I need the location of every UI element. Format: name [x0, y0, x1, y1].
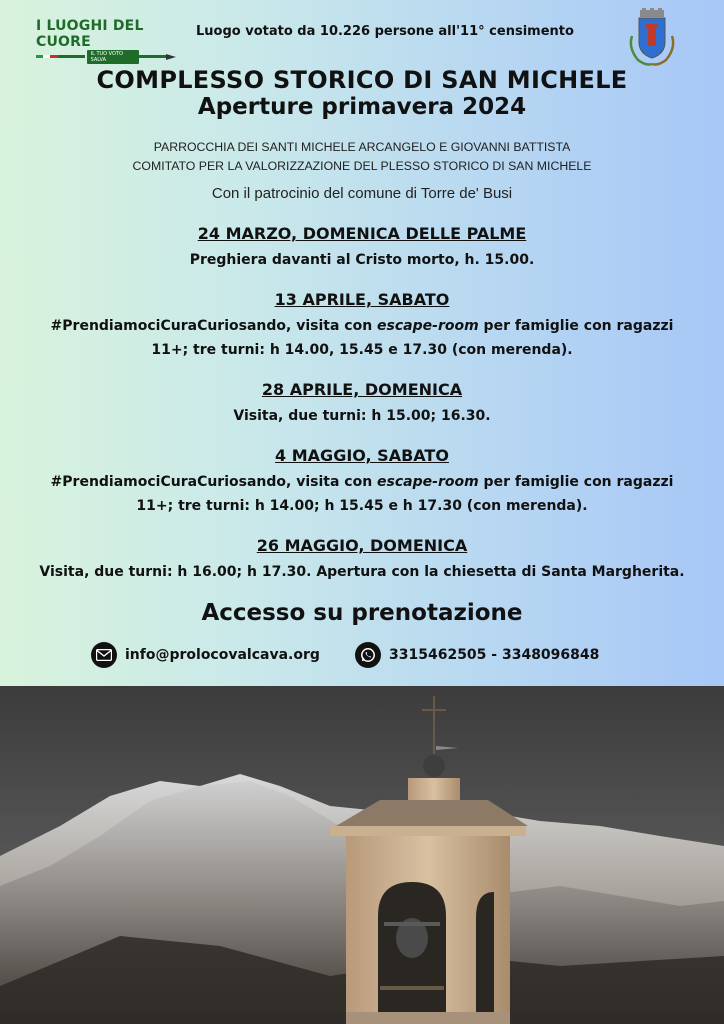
event-description: Preghiera davanti al Cristo morto, h. 15.00.: [189, 252, 535, 268]
organizer-committee: COMITATO PER LA VALORIZZAZIONE DEL PLESSO STORICO DI SAN MICHELE: [132, 159, 592, 173]
logo-text: I LUOGHI DEL CUORE: [36, 18, 144, 50]
booking-notice: Accesso su prenotazione: [201, 600, 523, 626]
event-description: Visita, due turni: h 15.00; 16.30.: [233, 408, 491, 424]
logo-tagline: IL TUO VOTO SALVA: [87, 50, 139, 64]
email-icon: [91, 642, 117, 668]
organizer-parish: PARROCCHIA DEI SANTI MICHELE ARCANGELO E GIOVANNI BATTISTA: [153, 140, 571, 154]
event-title: 24 MARZO, DOMENICA DELLE PALME: [197, 224, 527, 243]
page-title: COMPLESSO STORICO DI SAN MICHELE: [96, 66, 628, 94]
municipal-crest-icon: [626, 8, 678, 68]
event-title: 28 APRILE, DOMENICA: [261, 380, 463, 399]
event-description: #PrendiamociCuraCuriosando, visita con escape-room per famiglie con ragazzi: [50, 318, 674, 334]
event-description-line2: 11+; tre turni: h 14.00; h 15.45 e h 17.30 (con merenda).: [136, 498, 588, 514]
email-contact[interactable]: [91, 642, 320, 668]
patronage-text: Con il patrocinio del comune di Torre de' Busi: [211, 185, 513, 202]
whatsapp-icon: [355, 642, 381, 668]
event-title: 13 APRILE, SABATO: [274, 290, 450, 309]
luoghi-del-cuore-logo: [36, 18, 176, 63]
email-address[interactable]: info@prolocovalcava.org: [125, 647, 320, 663]
bell-tower-photo: [0, 686, 724, 1024]
votes-text: Luogo votato da 10.226 persone all'11° censimento: [196, 24, 574, 39]
event-description-line2: 11+; tre turni: h 14.00, 15.45 e 17.30 (con merenda).: [151, 342, 573, 358]
event-description: #PrendiamociCuraCuriosando, visita con escape-room per famiglie con ragazzi: [50, 474, 674, 490]
event-title: 26 MAGGIO, DOMENICA: [256, 536, 468, 555]
phone-contact[interactable]: [355, 642, 599, 668]
logo-pencil: [36, 50, 176, 63]
event-title: 4 MAGGIO, SABATO: [275, 446, 449, 465]
page-subtitle: Aperture primavera 2024: [197, 94, 527, 120]
event-description: Visita, due turni: h 16.00; h 17.30. Apertura con la chiesetta di Santa Margherita.: [39, 564, 685, 580]
phone-numbers[interactable]: 3315462505 - 3348096848: [389, 647, 600, 663]
